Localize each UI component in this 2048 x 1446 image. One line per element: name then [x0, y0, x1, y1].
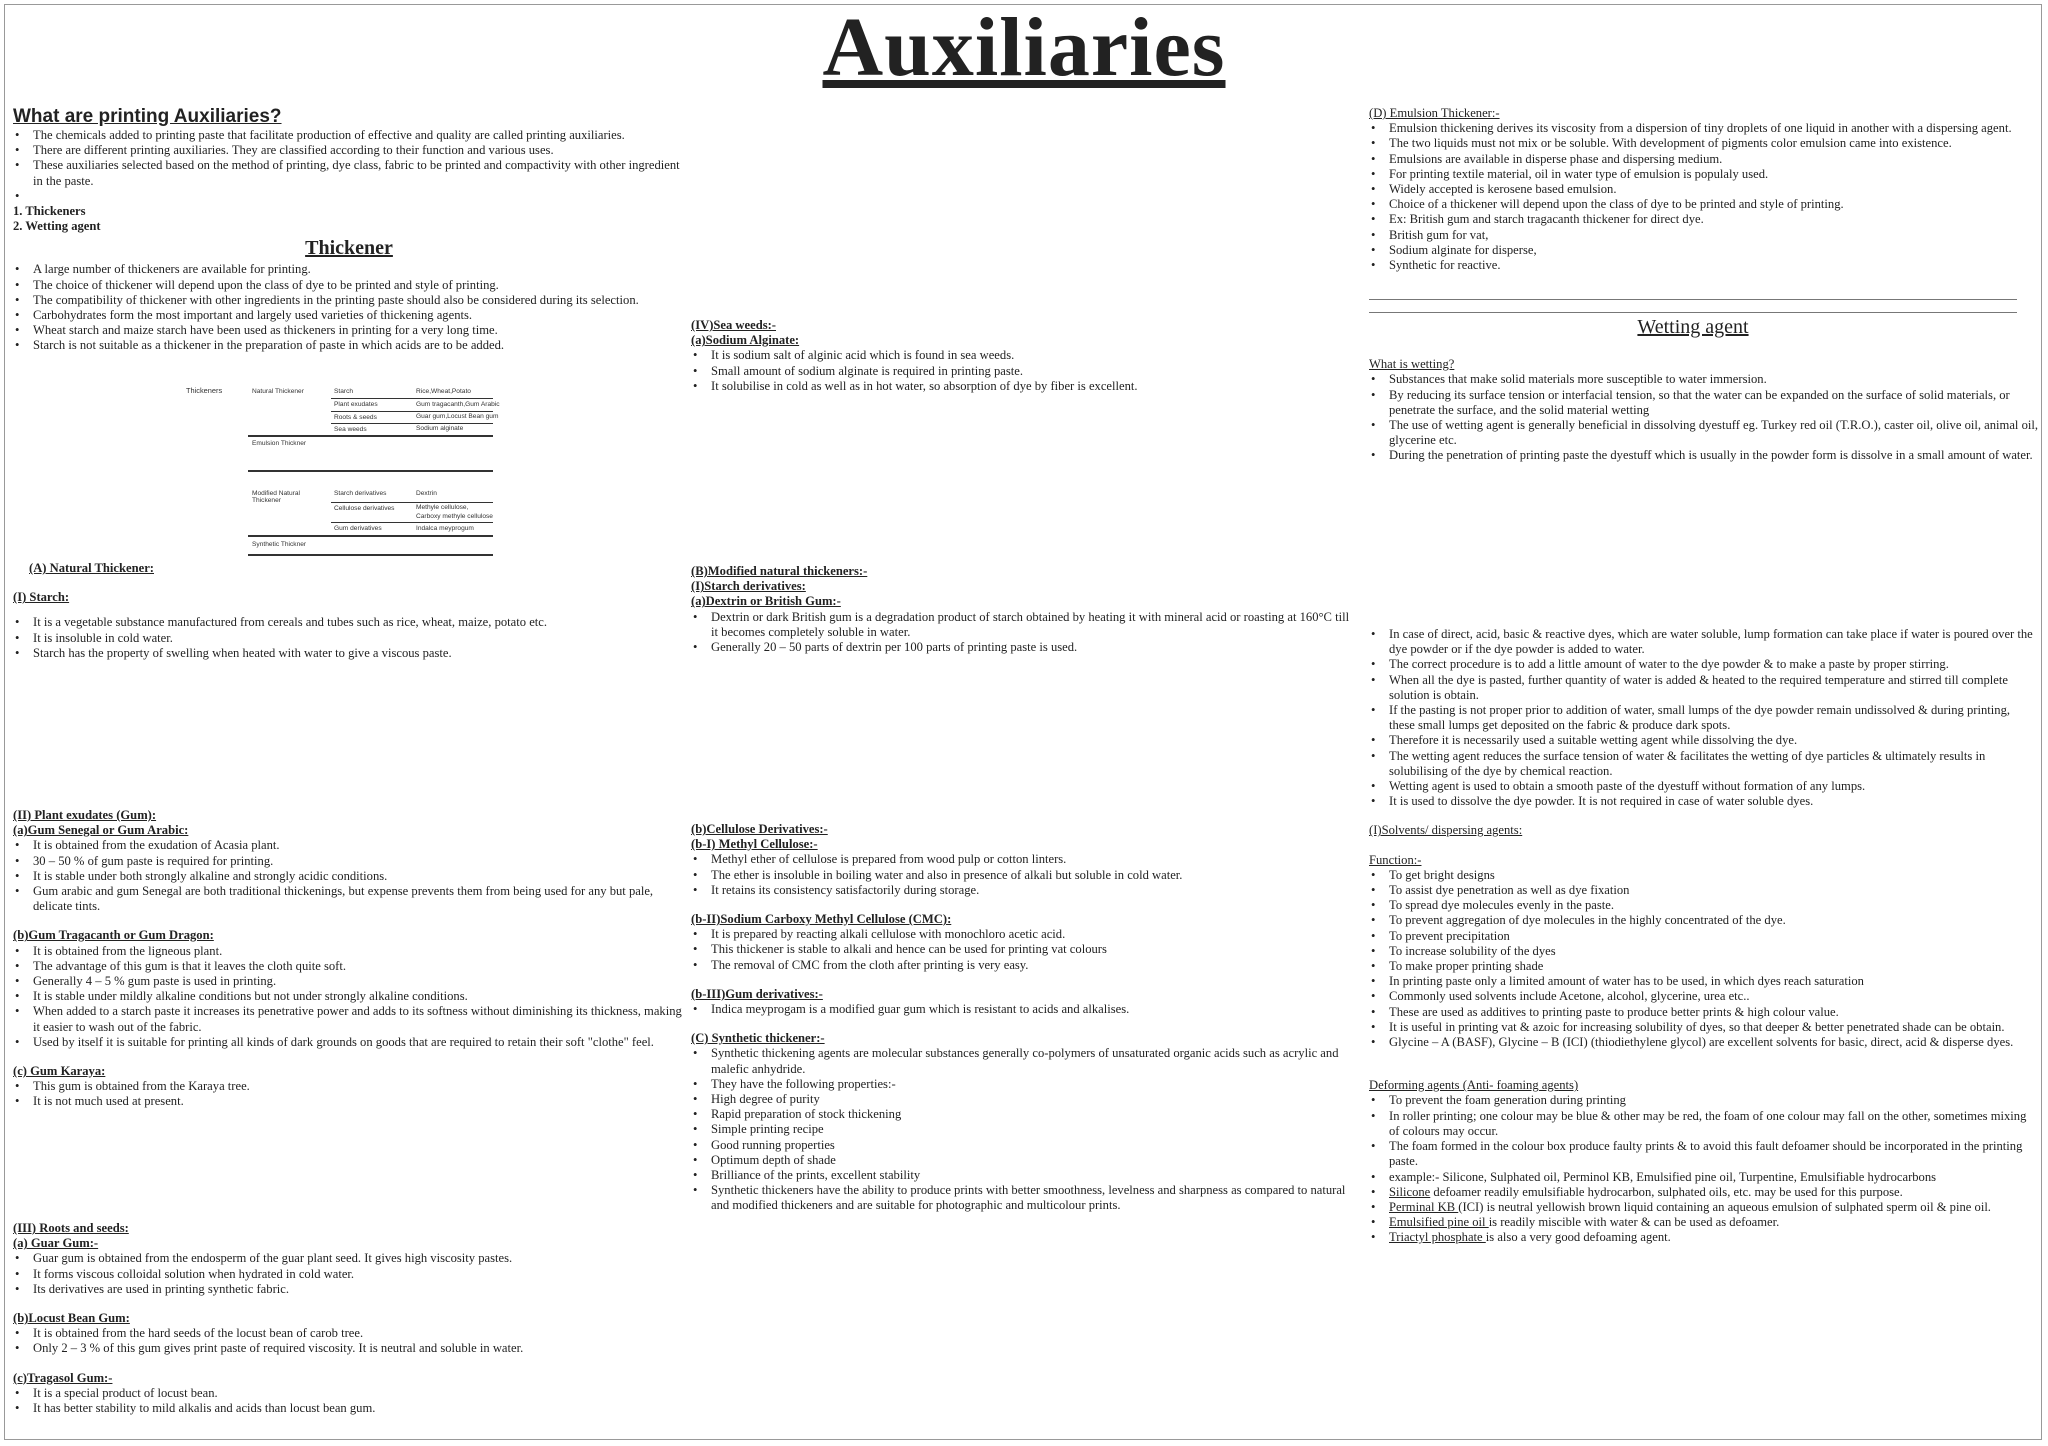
list-item: • Generally 20 – 50 parts of dextrin per 100 parts of printing paste is used.	[691, 640, 1356, 655]
list-item: • It is not much used at present.	[13, 1094, 685, 1109]
list-item: • British gum for vat,	[1369, 228, 2039, 243]
dextrin-list	[691, 610, 1356, 656]
senegal-list	[13, 838, 685, 914]
list-item	[1369, 1185, 2039, 1200]
list-item: • Guar gum is obtained from the endosperm of the guar plant seed. It gives high viscosity pastes.	[13, 1251, 685, 1266]
list-item: • It is a vegetable substance manufactured from cereals and tubes such as rice, wheat, maize, potato etc.	[13, 615, 685, 630]
list-item: • It forms viscous colloidal solution when hydrated in cold water.	[13, 1267, 685, 1282]
column-3-emulsion	[1369, 106, 2039, 464]
diagram-natural: Natural Thickener	[252, 388, 304, 395]
divider	[1369, 312, 2017, 313]
list-item: • Used by itself it is suitable for printing all kinds of dark grounds on goods that are required to retain their soft "clothe" feel.	[13, 1035, 685, 1050]
column-2-seaweeds	[691, 318, 1356, 394]
list-item: • These are used as additives to printing paste to produce better prints & high colour value.	[1369, 1005, 2039, 1020]
list-item: • When all the dye is pasted, further quantity of water is added & heated to the required temperature and stirred till complete solution is obtain.	[1369, 673, 2039, 703]
thickener-list	[13, 262, 685, 353]
function-heading: Function:-	[1369, 852, 1422, 867]
list-item: • It solubilise in cold as well as in hot water, so absorption of dye by fiber is excellent.	[691, 379, 1356, 394]
list-item: • A large number of thickeners are available for printing.	[13, 262, 685, 277]
starch-list	[13, 615, 685, 661]
diagram-synthetic: Synthetic Thickner	[252, 541, 307, 548]
list-item	[13, 189, 685, 204]
locust-list	[13, 1326, 685, 1356]
list-item: • Brilliance of the prints, excellent stability	[691, 1168, 1356, 1183]
silicone-term: Silicone	[1389, 1184, 1431, 1199]
list-item: • Methyl ether of cellulose is prepared from wood pulp or cotton linters.	[691, 852, 1356, 867]
list-item: • The compatibility of thickener with other ingredients in the printing paste should also be considered during its selection.	[13, 293, 685, 308]
list-item: • This gum is obtained from the Karaya tree.	[13, 1079, 685, 1094]
function-list	[1369, 868, 2039, 1050]
thickener-heading: Thickener	[305, 237, 393, 260]
intro-heading: What are printing Auxiliaries?	[13, 106, 282, 127]
plant-heading: (II) Plant exudates (Gum):	[13, 808, 157, 822]
guar-heading: (a) Guar Gum:-	[13, 1236, 99, 1251]
list-item: • It is prepared by reacting alkali cellulose with monochloro acetic acid.	[691, 927, 1356, 942]
diagram-plant: Plant exudates	[334, 401, 378, 408]
emulsion-list	[1369, 121, 2039, 273]
list-item: • To spread dye molecules evenly in the paste.	[1369, 898, 2039, 913]
list-item: • This thickener is stable to alkali and hence can be used for printing vat colours	[691, 942, 1356, 957]
dextrin-heading: (a)Dextrin or British Gum:-	[691, 594, 841, 609]
cellulose-heading: (b)Cellulose Derivatives:-	[691, 822, 828, 836]
list-item: • By reducing its surface tension or interfacial tension, so that the water can be expanded on the surface of solid materials, or penetrate the surface, and the solid material wetting	[1369, 388, 2039, 418]
list-item: • It has better stability to mild alkalis and acids than locust bean gum.	[13, 1401, 685, 1416]
list-item: • Substances that make solid materials more susceptible to water immersion.	[1369, 372, 2039, 387]
list-item: • It is insoluble in cold water.	[13, 631, 685, 646]
gumder-list	[691, 1002, 1356, 1017]
list-item: • Only 2 – 3 % of this gum gives print paste of required viscosity. It is neutral and soluble in water.	[13, 1341, 685, 1356]
list-item: • For printing textile material, oil in water type of emulsion is populaly used.	[1369, 167, 2039, 182]
list-item: • Gum arabic and gum Senegal are both traditional thickenings, but expense prevents them from being used for any but pale, delicate tints.	[13, 884, 685, 914]
synthetic-heading: (C) Synthetic thickener:-	[691, 1031, 825, 1046]
diagram-sd: Starch derivatives	[334, 490, 387, 497]
list-item: • It is obtained from the exudation of Acasia plant.	[13, 838, 685, 853]
list-item: • example:- Silicone, Sulphated oil, Perminol KB, Emulsified pine oil, Turpentine, Emulsifiable hydrocarbons	[1369, 1170, 2039, 1185]
diagram-gd-ex: Indalca meyprogum	[416, 525, 474, 532]
list-item: • Optimum depth of shade	[691, 1153, 1356, 1168]
list-item: • When added to a starch paste it increases its penetrative power and adds to its softness without diminishing its thickness, making it easier to wash out of the fabric.	[13, 1004, 685, 1034]
starchder-heading: (I)Starch derivatives:	[691, 579, 806, 594]
list-item: • Therefore it is necessarily used a suitable wetting agent while dissolving the dye.	[1369, 733, 2039, 748]
tragacanth-heading: (b)Gum Tragacanth or Gum Dragon:	[13, 928, 214, 943]
list-item: • During the penetration of printing paste the dyestuff which is usually in the powder form is dissolve in a small amount of water.	[1369, 448, 2039, 463]
diagram-starch-ex: Rice,Wheat,Potato	[416, 388, 471, 395]
triactyl-desc: is also a very good defoaming agent.	[1485, 1230, 1671, 1245]
list-item: • The choice of thickener will depend upon the class of dye to be printed and style of printing.	[13, 278, 685, 293]
list-item: • It is used to dissolve the dye powder. It is not required in case of water soluble dyes.	[1369, 794, 2039, 809]
list-item: • Synthetic thickening agents are molecular substances generally co-polymers of unsaturated organic acids such as acrylic and malefic anhydride.	[691, 1046, 1356, 1076]
list-item: • In case of direct, acid, basic & reactive dyes, which are water soluble, lump formation can take place if water is poured over the dye powder or if the dye powder is added to water.	[1369, 627, 2039, 657]
solvents-heading: (I)Solvents/ dispersing agents:	[1369, 823, 1523, 838]
list-item: • Synthetic thickeners have the ability to produce prints with better smoothness, levelness and sharpness as compared to natural and modified thickeners and are suitable for photographic and multicolour prints.	[691, 1183, 1356, 1213]
dye-list	[1369, 627, 2039, 809]
list-item: • It is a special product of locust bean.	[13, 1386, 685, 1401]
perminal-term: Perminal KB	[1389, 1199, 1459, 1214]
alginate-heading: (a)Sodium Alginate:	[691, 333, 800, 348]
gumder-heading: (b-III)Gum derivatives:-	[691, 986, 823, 1001]
silicone-desc: defoamer readily emulsifiable hydrocarbon, sulphated oils, etc. may be used for this purpose.	[1430, 1184, 1903, 1199]
list-item: • In printing paste only a limited amount of water has to be used, in which dyes reach saturation	[1369, 974, 2039, 989]
column-2-cellulose	[691, 822, 1356, 1214]
numbered-item: 2. Wetting agent	[13, 219, 101, 234]
list-item: • To prevent aggregation of dye molecules in the highly concentrated of the dye.	[1369, 913, 2039, 928]
whatwet-heading: What is wetting?	[1369, 357, 1455, 372]
list-item: • It is obtained from the ligneous plant.	[13, 944, 685, 959]
pine-term: Emulsified pine oil	[1389, 1215, 1489, 1230]
list-item: • These auxiliaries selected based on the method of printing, dye class, fabric to be printed and compactivity with other ingredient in the paste.	[13, 158, 685, 188]
list-item: • The two liquids must not mix or be soluble. With development of pigments color emulsion came into existence.	[1369, 136, 2039, 151]
diagram-root: Thickeners	[186, 386, 223, 395]
list-item: • To increase solubility of the dyes	[1369, 944, 2039, 959]
list-item: • Simple printing recipe	[691, 1122, 1356, 1137]
sea-heading: (IV)Sea weeds:-	[691, 318, 776, 332]
list-item: • Indica meyprogam is a modified guar gum which is resistant to acids and alkalises.	[691, 1002, 1356, 1017]
column-1-gums	[13, 808, 685, 1110]
diagram-cd-ex2: Carboxy methyle cellulose	[416, 513, 493, 520]
list-item: • To prevent precipitation	[1369, 929, 2039, 944]
list-item: • The correct procedure is to add a little amount of water to the dye powder & to make a paste by proper stirring.	[1369, 657, 2039, 672]
column-2-modified	[691, 564, 1356, 655]
list-item: • The removal of CMC from the cloth after printing is very easy.	[691, 958, 1356, 973]
column-1-roots	[13, 1221, 685, 1416]
list-item: • Starch is not suitable as a thickener in the preparation of paste in which acids are to be added.	[13, 338, 685, 353]
pine-desc: is readily miscible with water & can be used as defoamer.	[1488, 1215, 1780, 1230]
list-item: • To get bright designs	[1369, 868, 2039, 883]
alginate-list	[691, 348, 1356, 394]
list-item: • The wetting agent reduces the surface tension of water & facilitates the wetting of dye particles & ultimately results in solubilising of the dye by chemical reaction.	[1369, 749, 2039, 779]
diagram-plant-ex: Gum tragacanth,Gum Arabic	[416, 401, 500, 408]
list-item: • It is sodium salt of alginic acid which is found in sea weeds.	[691, 348, 1356, 363]
diagram-emulsion: Emulsion Thickner	[252, 440, 307, 447]
list-item: • The advantage of this gum is that it leaves the cloth quite soft.	[13, 959, 685, 974]
list-item: • In roller printing; one colour may be blue & other may be red, the foam of one colour may fall on the other, sometimes mixing of colours may occur.	[1369, 1109, 2039, 1139]
list-item: • Synthetic for reactive.	[1369, 258, 2039, 273]
methyl-list	[691, 852, 1356, 898]
diagram-roots-ex: Guar gum,Locust Bean gum	[416, 413, 499, 420]
list-item: • The use of wetting agent is generally beneficial in dissolving dyestuff eg. Turkey red oil (T.R.O.), caster oil, olive oil, animal oil, glycerine etc.	[1369, 418, 2039, 448]
diagram-starch: Starch	[334, 388, 354, 395]
whatwet-list	[1369, 372, 2039, 463]
modified-heading: (B)Modified natural thickeners:-	[691, 564, 868, 578]
list-item: • Emulsions are available in disperse phase and dispersing medium.	[1369, 152, 2039, 167]
numbered-list	[13, 204, 685, 234]
wetting-heading: Wetting agent	[1637, 316, 1749, 339]
triactyl-term: Triactyl phosphate	[1389, 1230, 1486, 1245]
karaya-list	[13, 1079, 685, 1109]
tragacanth-list	[13, 944, 685, 1050]
senegal-heading: (a)Gum Senegal or Gum Arabic:	[13, 823, 189, 838]
list-item: • To prevent the foam generation during printing	[1369, 1093, 2039, 1108]
list-item: • It is stable under both strongly alkaline and strongly acidic conditions.	[13, 869, 685, 884]
list-item: • Small amount of sodium alginate is required in printing paste.	[691, 364, 1356, 379]
list-item: • Glycine – A (BASF), Glycine – B (ICI) (thiodiethylene glycol) are excellent solvents for basic, direct, acid & disperse dyes.	[1369, 1035, 2039, 1050]
list-item: • Rapid preparation of stock thickening	[691, 1107, 1356, 1122]
diagram-cd-ex1: Methyle cellulose,	[416, 504, 469, 511]
diagram-cd: Cellulose derivatives	[334, 505, 395, 512]
list-item: • Wetting agent is used to obtain a smooth paste of the dyestuff without formation of any lumps.	[1369, 779, 2039, 794]
starch-heading: (I) Starch:	[13, 590, 70, 605]
karaya-heading: (c) Gum Karaya:	[13, 1064, 106, 1079]
deform-heading: Deforming agents (Anti- foaming agents)	[1369, 1078, 1579, 1093]
list-item: • To make proper printing shade	[1369, 959, 2039, 974]
guar-list	[13, 1251, 685, 1297]
list-item	[1369, 1215, 2039, 1230]
list-item: • The foam formed in the colour box produce faulty prints & to avoid this fault defoamer should be incorporated in the printing paste.	[1369, 1139, 2039, 1169]
roots-heading: (III) Roots and seeds:	[13, 1221, 129, 1235]
diagram-modified: Modified Natural Thickener	[252, 490, 301, 504]
list-item: • If the pasting is not proper prior to addition of water, small lumps of the dye powder remain undissolved & during printing, these small lumps get deposited on the fabric & produce dark spots.	[1369, 703, 2039, 733]
list-item: • It retains its consistency satisfactorily during storage.	[691, 883, 1356, 898]
thickener-classification-diagram	[186, 384, 500, 562]
list-item: • It is stable under mildly alkaline conditions but not under strongly alkaline conditions.	[13, 989, 685, 1004]
list-item: • Commonly used solvents include Acetone, alcohol, glycerine, urea etc..	[1369, 989, 2039, 1004]
column-1-top	[13, 106, 685, 354]
list-item: • Choice of a thickener will depend upon the class of dye to be printed and style of printing.	[1369, 197, 2039, 212]
cmc-heading: (b-II)Sodium Carboxy Methyl Cellulose (CMC):	[691, 912, 952, 927]
diagram-roots: Roots & seeds	[334, 414, 377, 421]
list-item: • To assist dye penetration as well as dye fixation	[1369, 883, 2039, 898]
list-item: • They have the following properties:-	[691, 1077, 1356, 1092]
list-item: • Dextrin or dark British gum is a degradation product of starch obtained by heating it with mineral acid or roasting at 160°C till it becomes completely soluble in water.	[691, 610, 1356, 640]
list-item: • There are different printing auxiliaries. They are classified according to their function and various uses.	[13, 143, 685, 158]
list-item: • Generally 4 – 5 % gum paste is used in printing.	[13, 974, 685, 989]
list-item: • Widely accepted is kerosene based emulsion.	[1369, 182, 2039, 197]
list-item: • Emulsion thickening derives its viscosity from a dispersion of tiny droplets of one liquid in another with a dispersing agent.	[1369, 121, 2039, 136]
page-title: Auxiliaries	[822, 1, 1226, 94]
list-item: • It is useful in printing vat & azoic for increasing solubility of dyes, so that deeper & better penetrated shade can be obtain.	[1369, 1020, 2039, 1035]
list-item: • Carbohydrates form the most important and largely used varieties of thickening agents.	[13, 308, 685, 323]
diagram-sea-ex: Sodium alginate	[416, 425, 464, 432]
list-item: • Good running properties	[691, 1138, 1356, 1153]
list-item: • Sodium alginate for disperse,	[1369, 243, 2039, 258]
tragasol-list	[13, 1386, 685, 1416]
list-item: • The ether is insoluble in boiling water and also in presence of alkali but soluble in cold water.	[691, 868, 1356, 883]
diagram-sd-ex: Dextrin	[416, 490, 437, 497]
list-item: • High degree of purity	[691, 1092, 1356, 1107]
list-item: • 30 – 50 % of gum paste is required for printing.	[13, 854, 685, 869]
list-item: • Ex: British gum and starch tragacanth thickener for direct dye.	[1369, 212, 2039, 227]
emulsion-heading: (D) Emulsion Thickener:-	[1369, 106, 1500, 120]
list-item	[1369, 1200, 2039, 1215]
intro-list	[13, 128, 685, 204]
list-item: • It is obtained from the hard seeds of the locust bean of carob tree.	[13, 1326, 685, 1341]
methyl-heading: (b-I) Methyl Cellulose:-	[691, 837, 818, 852]
synthetic-list	[691, 1046, 1356, 1213]
cmc-list	[691, 927, 1356, 973]
list-item: • Its derivatives are used in printing synthetic fabric.	[13, 1282, 685, 1297]
list-item	[1369, 1230, 2039, 1245]
diagram-sea: Sea weeds	[334, 426, 367, 433]
column-3-dyes	[1369, 627, 2039, 1246]
natural-heading: (A) Natural Thickener:	[29, 561, 154, 575]
list-item: • The chemicals added to printing paste that facilitate production of effective and quality are called printing auxiliaries.	[13, 128, 685, 143]
diagram-gd: Gum derivatives	[334, 525, 382, 532]
deform-list	[1369, 1093, 2039, 1245]
tragasol-heading: (c)Tragasol Gum:-	[13, 1370, 113, 1385]
locust-heading: (b)Locust Bean Gum:	[13, 1311, 130, 1326]
numbered-item: 1. Thickeners	[13, 204, 86, 219]
column-1-natural	[13, 561, 685, 661]
perminal-desc: (ICI) is neutral yellowish brown liquid containing an aqueous emulsion of sulphated sperm oil & pine oil.	[1458, 1199, 1991, 1214]
list-item: • Wheat starch and maize starch have been used as thickeners in printing for a very long time.	[13, 323, 685, 338]
list-item: • Starch has the property of swelling when heated with water to give a viscous paste.	[13, 646, 685, 661]
